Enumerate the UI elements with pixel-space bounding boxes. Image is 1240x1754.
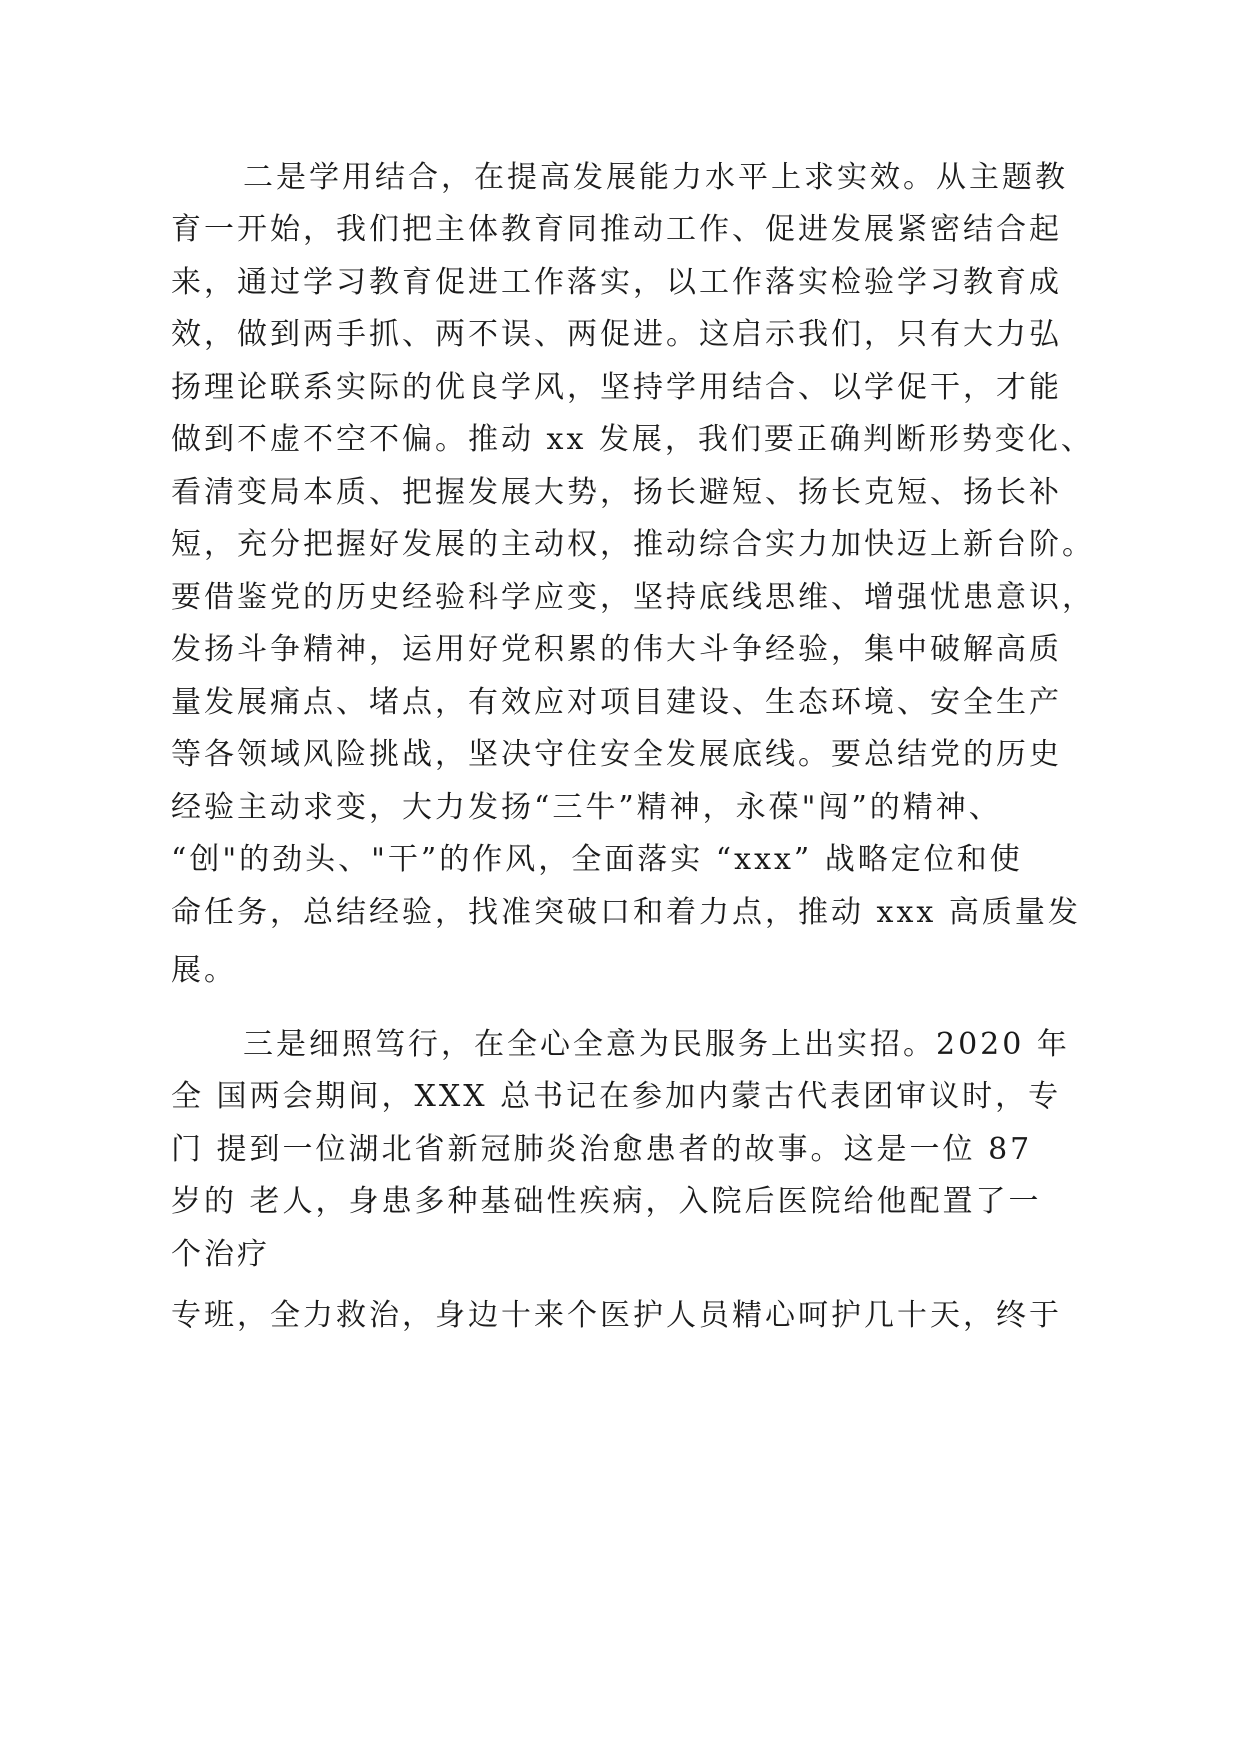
paragraph-3-line-4: 岁的 老人，身患多种基础性疾病，入院后医院给他配置了一	[171, 1184, 1042, 1219]
paragraph-2-line-9: 要借鉴党的历史经验科学应变，坚持底线思维、增强忧患意识，	[171, 580, 1095, 615]
paragraph-3-line-2: 全 国两会期间，XXX 总书记在参加内蒙古代表团审议时，专	[171, 1079, 1062, 1114]
paragraph-2-line-11: 量发展痛点、堵点，有效应对项目建设、生态环境、安全生产	[171, 685, 1062, 720]
paragraph-2-line-10: 发扬斗争精神，运用好党积累的伟大斗争经验，集中破解高质	[171, 632, 1062, 667]
paragraph-2-line-12: 等各领域风险挑战，坚决守住安全发展底线。要总结党的历史	[171, 737, 1062, 772]
paragraph-2-line-6: 做到不虚不空不偏。推动 xx 发展，我们要正确判断形势变化、	[171, 422, 1094, 457]
paragraph-2-line-2: 育一开始，我们把主体教育同推动工作、促进发展紧密结合起	[171, 212, 1062, 247]
paragraph-3-line-3: 门 提到一位湖北省新冠肺炎治愈患者的故事。这是一位 87	[171, 1132, 1033, 1167]
paragraph-3-line-1: 三是细照笃行，在全心全意为民服务上出实招。2020 年	[243, 1027, 1070, 1062]
paragraph-2-line-14: “创"的劲头、"干”的作风，全面落实 “xxx” 战略定位和使	[171, 842, 1023, 877]
paragraph-2-line-1: 二是学用结合，在提高发展能力水平上求实效。从主题教	[243, 160, 1068, 195]
paragraph-2-line-13: 经验主动求变，大力发扬“三牛”精神，永葆"闯”的精神、	[171, 790, 1002, 825]
paragraph-2-line-7: 看清变局本质、把握发展大势，扬长避短、扬长克短、扬长补	[171, 475, 1062, 510]
paragraph-3-line-6: 专班，全力救治，身边十来个医护人员精心呵护几十天，终于	[171, 1298, 1062, 1333]
paragraph-2-line-4: 效，做到两手抓、两不误、两促进。这启示我们，只有大力弘	[171, 317, 1062, 352]
paragraph-2-line-15: 命任务，总结经验，找准突破口和着力点，推动 xxx 高质量发	[171, 895, 1081, 930]
paragraph-2-line-5: 扬理论联系实际的优良学风，坚持学用结合、以学促干，才能	[171, 370, 1062, 405]
paragraph-2-line-3: 来，通过学习教育促进工作落实，以工作落实检验学习教育成	[171, 265, 1062, 300]
paragraph-3-line-5: 个治疗	[171, 1237, 270, 1272]
paragraph-2-line-16: 展。	[171, 953, 237, 988]
paragraph-2-line-8: 短，充分把握好发展的主动权，推动综合实力加快迈上新台阶。	[171, 527, 1095, 562]
